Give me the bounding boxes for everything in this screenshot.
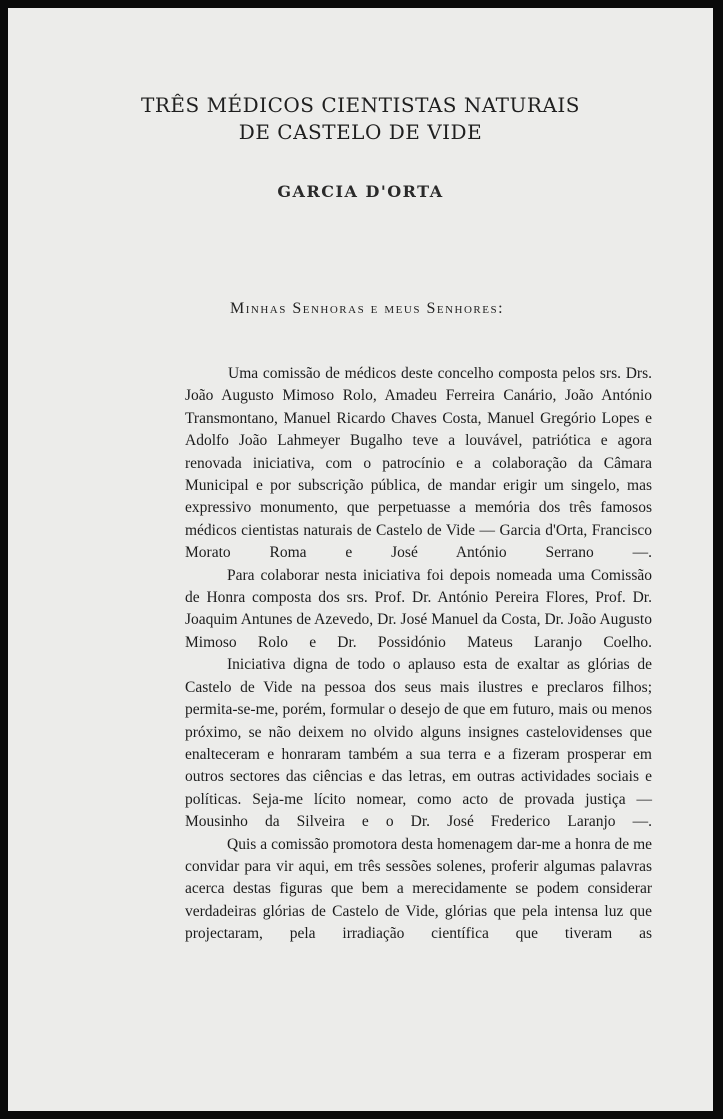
paragraph-1: Uma comissão de médicos deste concelho composta pelos srs. Drs. João Augusto Mimoso Rolo, Amadeu Ferreira Canário, João António Transmontano, Manuel Ricardo Chaves Costa, Manuel Gregório Lopes e Adolfo João Lahmeyer Bugalho teve a louvável, patriótica e agora renovada iniciativa, com o patrocínio e a colaboração da Câmara Municipal e por subscrição pública, de mandar erigir um singelo, mas expressivo monumento, que perpetuasse a memória dos três famosos médicos cientistas naturais de Castelo de Vide — Garcia d'Orta, Francisco Morato Roma e José António Serrano —. <box>185 365 652 562</box>
subtitle: GARCIA D'ORTA <box>277 182 444 201</box>
salutation: Minhas Senhoras e meus Senhores: <box>230 300 505 317</box>
body-text <box>185 363 652 946</box>
paragraph-2: Para colaborar nesta iniciativa foi depois nomeada uma Comissão de Honra composta dos srs. Prof. Dr. António Pereira Flores, Prof. Dr. Joaquim Antunes de Azevedo, Dr. José Manuel da Costa, Dr. João Augusto Mimoso Rolo e Dr. Possidónio Mateus Laranjo Coelho. <box>185 566 652 651</box>
paragraph-3: Iniciativa digna de todo o aplauso esta de exaltar as glórias de Castelo de Vide na pessoa dos seus mais ilustres e preclaros filhos; permita-se-me, porém, formular o desejo de que em futuro, mais ou menos próximo, se não deixem no olvido alguns insignes castelovidenses que enalteceram e honraram também a sua terra e a fizeram prosperar em outros sectores das ciências e das letras, em outras actividades sociais e políticas. Seja-me lícito nomear, como acto de provada justiça — Mousinho da Silveira e o Dr. José Frederico Laranjo —. <box>185 656 652 831</box>
title-line-1: TRÊS MÉDICOS CIENTISTAS NATURAIS <box>141 93 580 117</box>
paragraph-4: Quis a comissão promotora desta homenagem dar-me a honra de me convidar para vir aqui, em três sessões solenes, proferir algumas palavras acerca destas figuras que bem a merecidamente se podem considerar verdadeiras glórias de Castelo de Vide, glórias que pela intensa luz que projectaram, pela irradiação científica que tiveram as <box>185 835 652 943</box>
title-line-2: DE CASTELO DE VIDE <box>238 120 483 144</box>
document-page <box>8 8 713 1111</box>
